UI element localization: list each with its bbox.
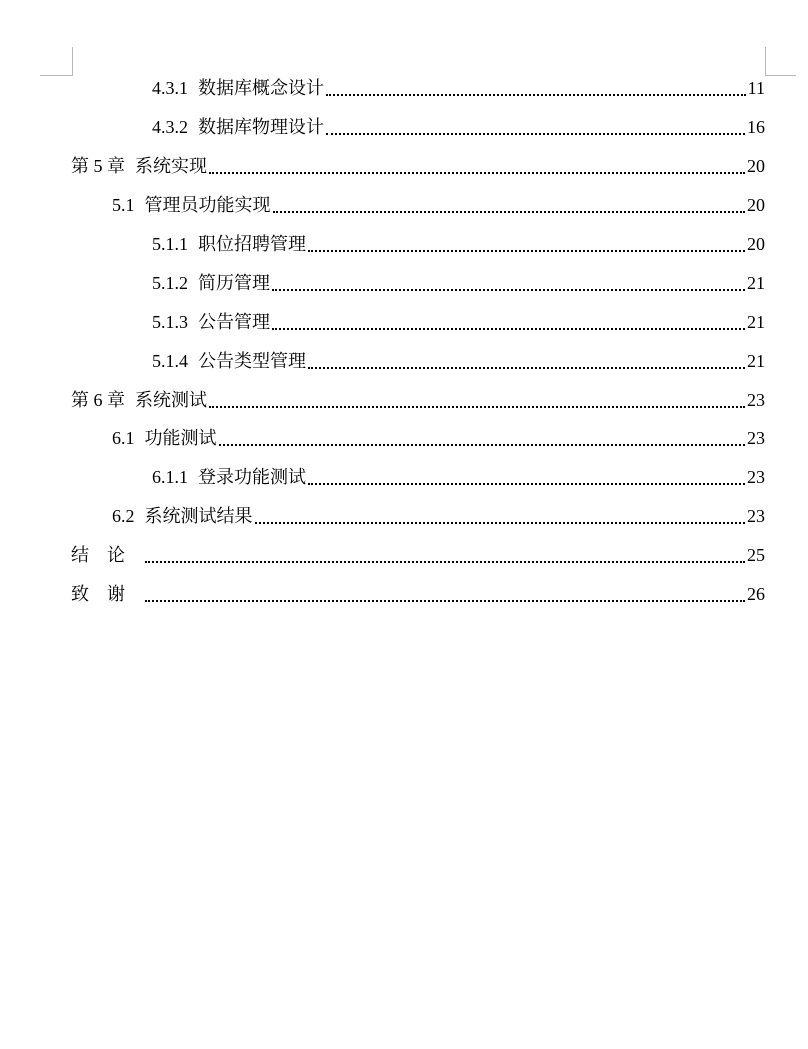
toc-entry-number: 6.1 xyxy=(112,428,135,448)
toc-entry-page: 21 xyxy=(747,312,765,332)
toc-dot-leader xyxy=(272,288,745,291)
toc-entry-5-1[interactable] xyxy=(112,186,765,225)
toc-entry-page: 23 xyxy=(747,390,765,410)
crop-mark-top-left xyxy=(40,47,73,76)
toc-entry-5-1-1[interactable] xyxy=(152,225,765,264)
toc-entry-title: 简历管理 xyxy=(198,273,270,293)
toc-entry-page: 16 xyxy=(747,117,765,137)
toc-dot-leader xyxy=(272,327,745,330)
toc-entry-title: 功能测试 xyxy=(144,428,217,448)
toc-entry-number: 5.1.4 xyxy=(152,351,188,371)
toc-entry-page: 21 xyxy=(747,273,765,293)
toc-entry-number: 5.1.1 xyxy=(152,234,188,254)
toc-entry-6-1-1[interactable] xyxy=(152,458,765,497)
toc-entry-title: 系统测试结果 xyxy=(144,506,253,526)
toc-entry-title: 管理员功能实现 xyxy=(144,195,271,215)
toc-entry-number: 4.3.1 xyxy=(152,78,188,98)
toc-entry-chapter-6[interactable] xyxy=(71,381,765,420)
toc-entry-5-1-3[interactable] xyxy=(152,303,765,342)
toc-entry-title: 数据库概念设计 xyxy=(198,78,324,98)
toc-dot-leader xyxy=(326,93,746,96)
toc-entry-number: 6.1.1 xyxy=(152,467,188,487)
toc-entry-page: 20 xyxy=(747,156,765,176)
toc-entry-5-1-2[interactable] xyxy=(152,264,765,303)
toc-dot-leader xyxy=(219,443,746,446)
toc-entry-title: 系统测试 xyxy=(135,390,207,410)
toc-entry-page: 23 xyxy=(747,506,765,526)
toc-entry-page: 23 xyxy=(747,467,765,487)
toc-entry-4-3-1[interactable] xyxy=(152,69,765,108)
toc-entry-number: 4.3.2 xyxy=(152,117,188,137)
toc-entry-number: 5.1.3 xyxy=(152,312,188,332)
toc-dot-leader xyxy=(145,560,745,563)
toc-entry-page: 11 xyxy=(747,78,765,98)
toc-entry-title: 职位招聘管理 xyxy=(198,234,306,254)
toc-dot-leader xyxy=(209,405,745,408)
toc-entry-title: 致谢 xyxy=(71,584,143,604)
toc-dot-leader xyxy=(326,132,745,135)
toc-entry-title: 公告管理 xyxy=(198,312,270,332)
toc-dot-leader xyxy=(308,482,745,485)
toc-entry-page: 23 xyxy=(747,428,765,448)
toc-entry-title: 结论 xyxy=(71,545,143,565)
toc-dot-leader xyxy=(255,521,746,524)
toc-entry-conclusion[interactable] xyxy=(71,536,765,575)
toc-entry-page: 20 xyxy=(747,195,765,215)
toc-dot-leader xyxy=(308,366,745,369)
toc-entry-title: 公告类型管理 xyxy=(198,351,306,371)
toc-entry-6-2[interactable] xyxy=(112,497,765,536)
toc-entry-page: 21 xyxy=(747,351,765,371)
toc-entry-title: 系统实现 xyxy=(135,156,207,176)
toc-entry-number: 第 6 章 xyxy=(71,390,125,410)
toc-entry-acknowledgements[interactable] xyxy=(71,575,765,614)
toc-entry-4-3-2[interactable] xyxy=(152,108,765,147)
toc-dot-leader xyxy=(273,210,746,213)
toc-entry-page: 25 xyxy=(747,545,765,565)
toc-entry-page: 26 xyxy=(747,584,765,604)
toc-entry-number: 5.1 xyxy=(112,195,135,215)
toc-entry-title: 数据库物理设计 xyxy=(198,117,324,137)
toc-entry-page: 20 xyxy=(747,234,765,254)
toc-entry-5-1-4[interactable] xyxy=(152,342,765,381)
toc-entry-number: 第 5 章 xyxy=(71,156,125,176)
toc-entry-title: 登录功能测试 xyxy=(198,467,306,487)
toc-entry-number: 6.2 xyxy=(112,506,135,526)
toc-entry-number: 5.1.2 xyxy=(152,273,188,293)
toc-dot-leader xyxy=(308,249,745,252)
crop-mark-top-right xyxy=(765,47,796,76)
toc-dot-leader xyxy=(209,171,745,174)
toc-entry-chapter-5[interactable] xyxy=(71,147,765,186)
toc-entry-6-1[interactable] xyxy=(112,419,765,458)
toc-dot-leader xyxy=(145,599,745,602)
